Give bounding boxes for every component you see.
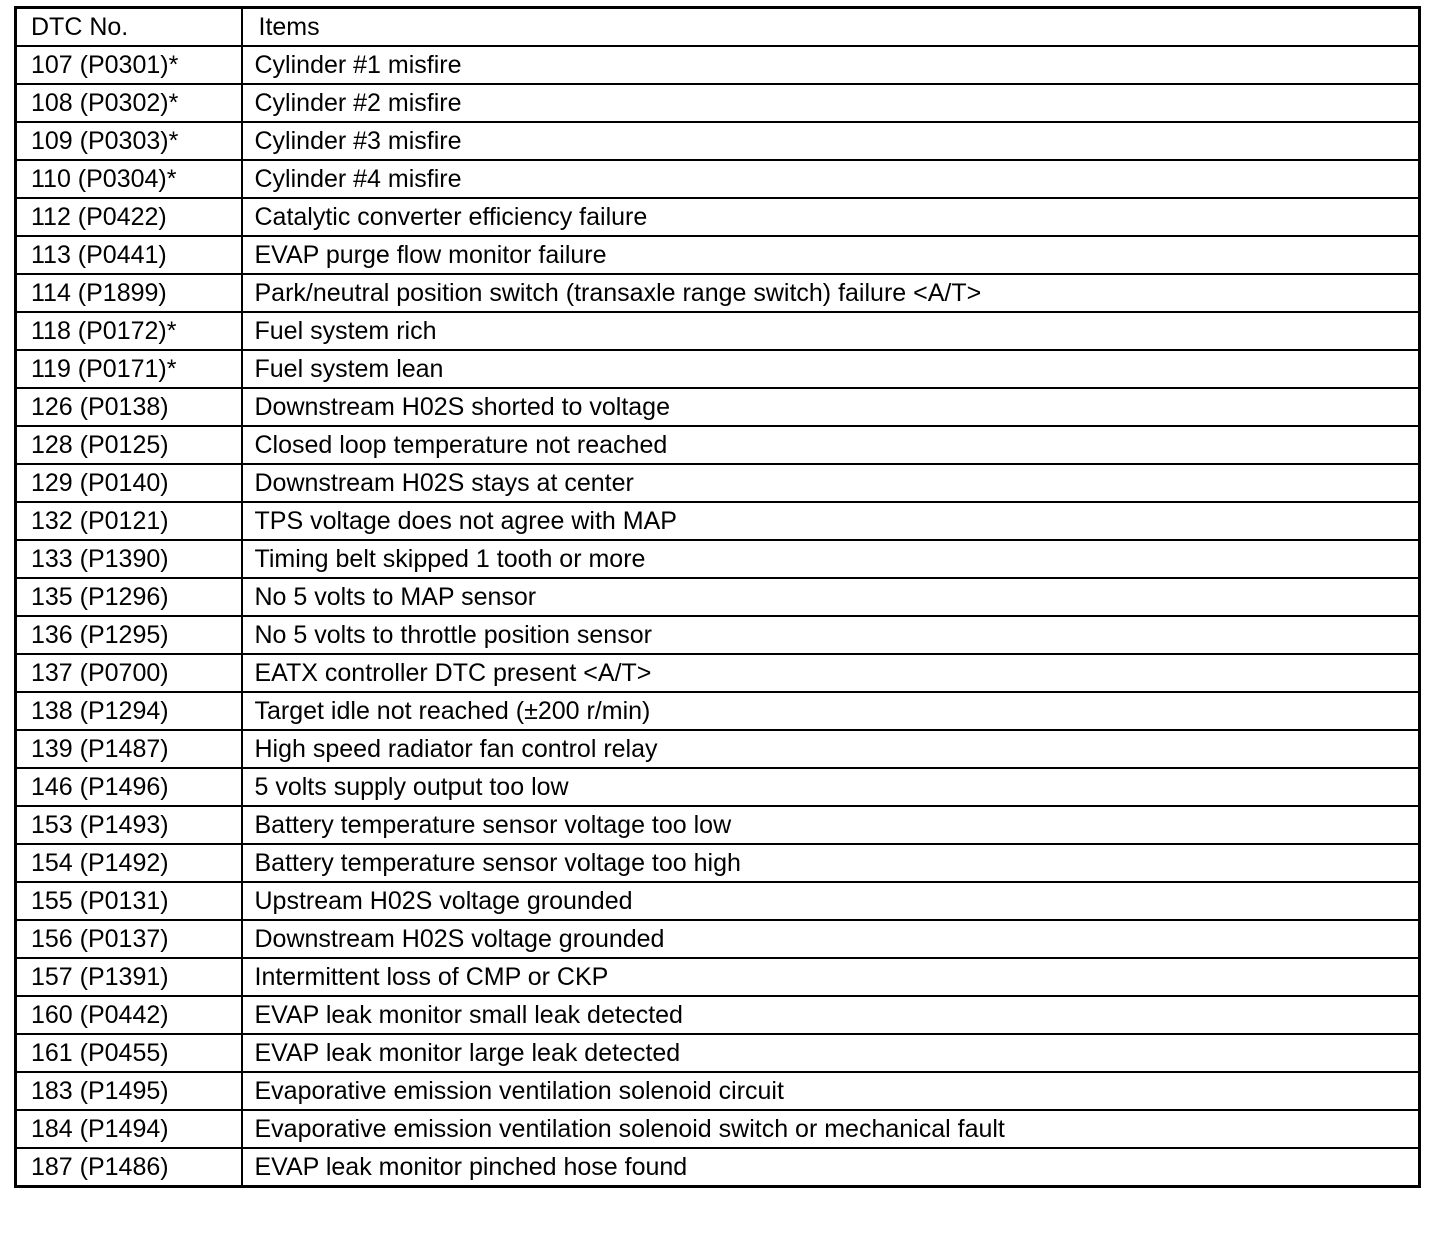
dtc-code-cell: 126 (P0138)	[16, 388, 242, 426]
table-row	[16, 1110, 1420, 1148]
dtc-code-cell: 133 (P1390)	[16, 540, 242, 578]
dtc-item-cell: Closed loop temperature not reached	[242, 426, 1420, 464]
dtc-code-cell: 118 (P0172)*	[16, 312, 242, 350]
table-row	[16, 540, 1420, 578]
dtc-code-cell: 114 (P1899)	[16, 274, 242, 312]
dtc-item-cell: EATX controller DTC present <A/T>	[242, 654, 1420, 692]
table-row	[16, 958, 1420, 996]
dtc-code-cell: 183 (P1495)	[16, 1072, 242, 1110]
table-row	[16, 882, 1420, 920]
dtc-item-cell: Upstream H02S voltage grounded	[242, 882, 1420, 920]
dtc-code-cell: 160 (P0442)	[16, 996, 242, 1034]
dtc-item-cell: Downstream H02S voltage grounded	[242, 920, 1420, 958]
table-row	[16, 502, 1420, 540]
dtc-item-cell: Park/neutral position switch (transaxle range switch) failure <A/T>	[242, 274, 1420, 312]
table-row	[16, 806, 1420, 844]
dtc-item-cell: Cylinder #4 misfire	[242, 160, 1420, 198]
dtc-code-cell: 136 (P1295)	[16, 616, 242, 654]
dtc-item-cell: EVAP leak monitor pinched hose found	[242, 1148, 1420, 1187]
dtc-item-cell: Cylinder #3 misfire	[242, 122, 1420, 160]
table-row	[16, 198, 1420, 236]
table-row	[16, 464, 1420, 502]
table-row	[16, 46, 1420, 84]
table-row	[16, 388, 1420, 426]
table-row	[16, 1034, 1420, 1072]
table-header-row	[16, 8, 1420, 47]
table-row	[16, 1148, 1420, 1187]
dtc-item-cell: EVAP purge flow monitor failure	[242, 236, 1420, 274]
dtc-code-cell: 139 (P1487)	[16, 730, 242, 768]
header-items: Items	[242, 8, 1420, 47]
table-row	[16, 578, 1420, 616]
table-row	[16, 844, 1420, 882]
dtc-code-cell: 135 (P1296)	[16, 578, 242, 616]
dtc-item-cell: Cylinder #1 misfire	[242, 46, 1420, 84]
dtc-item-cell: Timing belt skipped 1 tooth or more	[242, 540, 1420, 578]
dtc-item-cell: Downstream H02S stays at center	[242, 464, 1420, 502]
dtc-item-cell: TPS voltage does not agree with MAP	[242, 502, 1420, 540]
dtc-item-cell: Intermittent loss of CMP or CKP	[242, 958, 1420, 996]
table-row	[16, 730, 1420, 768]
table-row	[16, 350, 1420, 388]
table-row	[16, 274, 1420, 312]
dtc-code-cell: 108 (P0302)*	[16, 84, 242, 122]
table-row	[16, 654, 1420, 692]
table-row	[16, 160, 1420, 198]
dtc-item-cell: Battery temperature sensor voltage too low	[242, 806, 1420, 844]
dtc-code-cell: 119 (P0171)*	[16, 350, 242, 388]
dtc-item-cell: High speed radiator fan control relay	[242, 730, 1420, 768]
table-row	[16, 84, 1420, 122]
dtc-code-cell: 132 (P0121)	[16, 502, 242, 540]
table-row	[16, 236, 1420, 274]
dtc-code-cell: 154 (P1492)	[16, 844, 242, 882]
table-row	[16, 996, 1420, 1034]
dtc-code-cell: 107 (P0301)*	[16, 46, 242, 84]
dtc-code-cell: 138 (P1294)	[16, 692, 242, 730]
dtc-item-cell: Target idle not reached (±200 r/min)	[242, 692, 1420, 730]
table-row	[16, 122, 1420, 160]
dtc-item-cell: Fuel system rich	[242, 312, 1420, 350]
dtc-item-cell: Battery temperature sensor voltage too high	[242, 844, 1420, 882]
dtc-item-cell: EVAP leak monitor small leak detected	[242, 996, 1420, 1034]
dtc-table	[14, 6, 1421, 1188]
dtc-item-cell: Evaporative emission ventilation solenoid circuit	[242, 1072, 1420, 1110]
table-row	[16, 920, 1420, 958]
table-body	[16, 46, 1420, 1187]
dtc-code-cell: 146 (P1496)	[16, 768, 242, 806]
dtc-code-cell: 137 (P0700)	[16, 654, 242, 692]
dtc-code-cell: 110 (P0304)*	[16, 160, 242, 198]
dtc-item-cell: No 5 volts to throttle position sensor	[242, 616, 1420, 654]
dtc-code-cell: 157 (P1391)	[16, 958, 242, 996]
table-row	[16, 768, 1420, 806]
dtc-code-cell: 153 (P1493)	[16, 806, 242, 844]
dtc-code-cell: 184 (P1494)	[16, 1110, 242, 1148]
dtc-item-cell: Downstream H02S shorted to voltage	[242, 388, 1420, 426]
dtc-code-cell: 112 (P0422)	[16, 198, 242, 236]
dtc-code-cell: 155 (P0131)	[16, 882, 242, 920]
dtc-item-cell: No 5 volts to MAP sensor	[242, 578, 1420, 616]
table-row	[16, 616, 1420, 654]
dtc-code-cell: 109 (P0303)*	[16, 122, 242, 160]
table-row	[16, 1072, 1420, 1110]
table-row	[16, 692, 1420, 730]
dtc-item-cell: Catalytic converter efficiency failure	[242, 198, 1420, 236]
dtc-code-cell: 128 (P0125)	[16, 426, 242, 464]
dtc-code-cell: 113 (P0441)	[16, 236, 242, 274]
dtc-code-cell: 129 (P0140)	[16, 464, 242, 502]
header-dtc-no: DTC No.	[16, 8, 242, 47]
dtc-code-cell: 187 (P1486)	[16, 1148, 242, 1187]
dtc-item-cell: EVAP leak monitor large leak detected	[242, 1034, 1420, 1072]
dtc-item-cell: 5 volts supply output too low	[242, 768, 1420, 806]
table-row	[16, 312, 1420, 350]
dtc-code-cell: 161 (P0455)	[16, 1034, 242, 1072]
dtc-item-cell: Evaporative emission ventilation solenoid switch or mechanical fault	[242, 1110, 1420, 1148]
table-row	[16, 426, 1420, 464]
dtc-code-cell: 156 (P0137)	[16, 920, 242, 958]
dtc-item-cell: Cylinder #2 misfire	[242, 84, 1420, 122]
dtc-item-cell: Fuel system lean	[242, 350, 1420, 388]
